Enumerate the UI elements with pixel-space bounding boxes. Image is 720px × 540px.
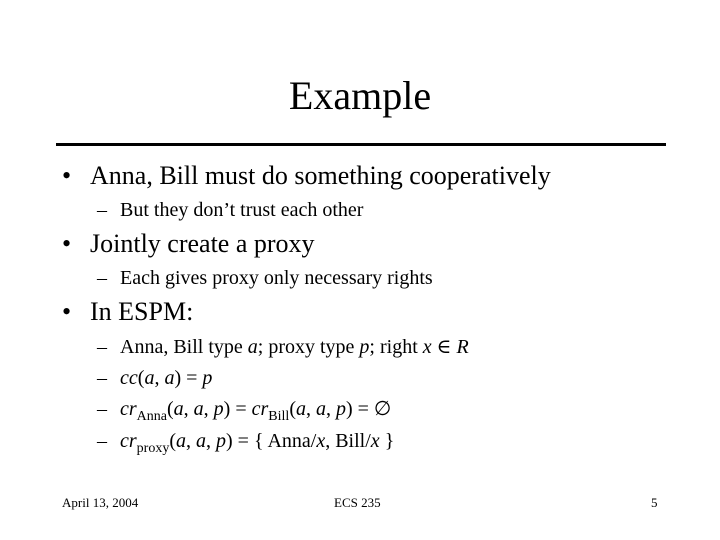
bullet-marker: • (62, 229, 72, 258)
espm-func: cr (120, 430, 137, 452)
espm-func: cr (251, 398, 269, 420)
bullet-text: Jointly create a proxy (90, 229, 315, 258)
bullet-item (62, 228, 315, 260)
espm-var: a (164, 367, 175, 389)
espm-var: a (176, 430, 187, 452)
espm-text: ( (289, 398, 296, 420)
dash-marker: – (97, 367, 107, 389)
title-divider (56, 143, 666, 146)
espm-line-cr-anna-bill (97, 396, 391, 422)
espm-text: ( (169, 430, 177, 452)
dash-marker: – (97, 199, 107, 221)
espm-text: ; proxy type (257, 336, 360, 358)
sub-bullet-item (97, 265, 433, 291)
espm-line-cc (97, 365, 212, 391)
espm-func: cr (120, 398, 137, 420)
espm-var: x (370, 430, 380, 452)
espm-var: p (359, 336, 370, 358)
bullet-marker: • (62, 161, 72, 190)
slide-title: Example (288, 73, 432, 118)
bullet-item (62, 296, 193, 328)
espm-line-cr-proxy (97, 428, 394, 454)
bullet-item (62, 160, 551, 192)
bullet-text: In ESPM: (90, 297, 194, 326)
espm-text: } (379, 430, 395, 452)
espm-var: a (196, 430, 207, 452)
sub-bullet-item (97, 197, 363, 223)
espm-text: , Bill/ (325, 430, 371, 452)
espm-text: , (154, 367, 165, 389)
espm-text: ; right (369, 336, 423, 358)
footer-date: April 13, 2004 (62, 495, 139, 510)
espm-var: p (213, 398, 224, 420)
espm-text: , (305, 398, 316, 420)
espm-text: ) = (223, 398, 252, 420)
espm-var: p (202, 367, 213, 389)
sub-bullet-text: Each gives proxy only necessary rights (120, 267, 433, 289)
espm-var: a (295, 398, 306, 420)
espm-text: , (206, 430, 217, 452)
espm-text: , (186, 430, 197, 452)
dash-marker: – (97, 430, 107, 452)
dash-marker: – (97, 398, 107, 420)
element-of-symbol: ∈ (431, 336, 457, 358)
espm-text: ( (137, 367, 145, 389)
espm-line-types (97, 334, 469, 360)
sub-bullet-text: But they don’t trust each other (120, 199, 364, 221)
bullet-marker: • (62, 297, 72, 326)
espm-text: , (183, 398, 194, 420)
espm-var: a (247, 336, 258, 358)
espm-func: cc (120, 367, 138, 389)
espm-var: p (216, 430, 227, 452)
espm-text: ) = ∅ (345, 398, 392, 420)
espm-var: p (335, 398, 346, 420)
espm-subscript: Anna (136, 409, 167, 424)
espm-text: ) = { Anna/ (226, 430, 317, 452)
espm-text: , (203, 398, 214, 420)
espm-var: R (456, 336, 469, 358)
espm-text: ) = (174, 367, 203, 389)
dash-marker: – (97, 267, 107, 289)
espm-var: a (193, 398, 204, 420)
espm-text: ( (167, 398, 174, 420)
espm-text: , (325, 398, 336, 420)
espm-subscript: proxy (136, 441, 170, 456)
dash-marker: – (97, 336, 107, 358)
espm-var: a (315, 398, 326, 420)
footer-page-number: 5 (651, 495, 658, 510)
espm-var: x (316, 430, 326, 452)
bullet-text: Anna, Bill must do something cooperatively (90, 161, 551, 190)
espm-var: a (173, 398, 184, 420)
footer-course: ECS 235 (334, 495, 381, 510)
espm-var: x (422, 336, 432, 358)
espm-text: Anna, Bill type (120, 336, 248, 358)
espm-subscript: Bill (268, 409, 290, 424)
espm-var: a (144, 367, 155, 389)
